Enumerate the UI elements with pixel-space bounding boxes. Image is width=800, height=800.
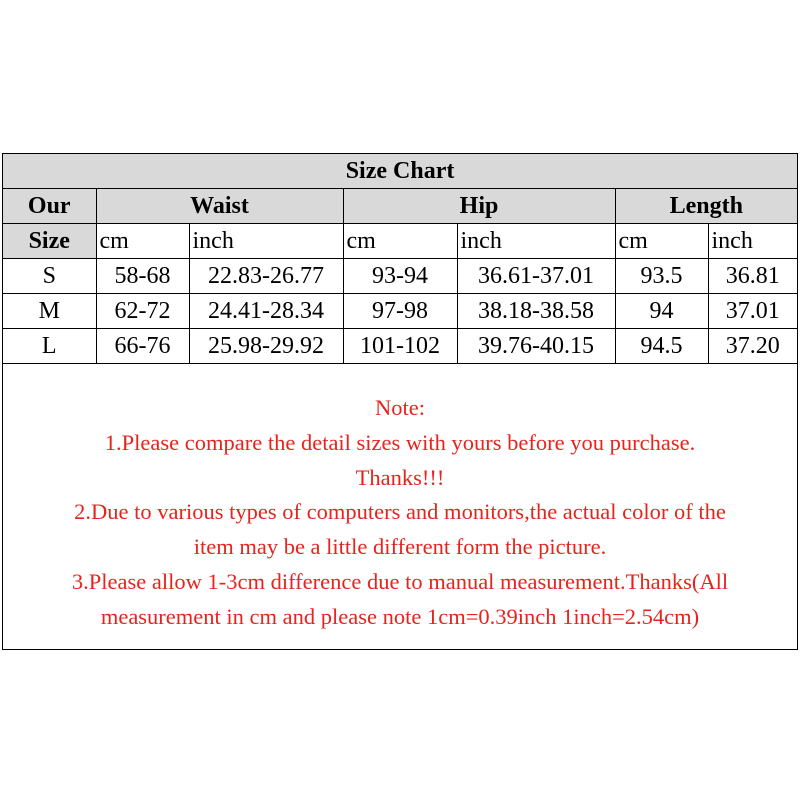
title-row — [3, 154, 797, 189]
waist-inch-cell: 24.41-28.34 — [189, 294, 343, 329]
waist-cm-cell: 58-68 — [96, 259, 189, 294]
waist-header: Waist — [96, 189, 343, 224]
note-line: Thanks!!! — [355, 464, 445, 490]
hip-inch-unit: inch — [457, 224, 615, 259]
table-row — [3, 259, 797, 294]
note-line: 2.Due to various types of computers and monitors,the actual color of the — [74, 499, 726, 525]
size-cell: S — [3, 259, 96, 294]
hip-cm-cell: 101-102 — [343, 329, 457, 364]
waist-cm-unit: cm — [96, 224, 189, 259]
length-cm-cell: 93.5 — [615, 259, 708, 294]
size-header-bottom: Size — [3, 224, 96, 259]
note-line: item may be a little different form the picture. — [193, 534, 607, 560]
length-cm-cell: 94.5 — [615, 329, 708, 364]
notes-block — [3, 391, 797, 635]
size-chart — [2, 153, 798, 650]
hip-inch-cell: 36.61-37.01 — [457, 259, 615, 294]
hip-cm-unit: cm — [343, 224, 457, 259]
waist-cm-cell: 62-72 — [96, 294, 189, 329]
header-row — [3, 189, 797, 224]
length-header: Length — [615, 189, 797, 224]
hip-cm-cell: 97-98 — [343, 294, 457, 329]
hip-inch-cell: 39.76-40.15 — [457, 329, 615, 364]
hip-inch-cell: 38.18-38.58 — [457, 294, 615, 329]
waist-inch-cell: 25.98-29.92 — [189, 329, 343, 364]
table-row — [3, 294, 797, 329]
size-cell: M — [3, 294, 96, 329]
unit-row — [3, 224, 797, 259]
size-table — [3, 154, 797, 364]
note-heading: Note: — [375, 395, 425, 420]
size-header-top: Our — [3, 189, 96, 224]
note-line: 1.Please compare the detail sizes with yours before you purchase. — [104, 429, 696, 455]
length-inch-cell: 36.81 — [708, 259, 797, 294]
note-line: 3.Please allow 1-3cm difference due to manual measurement.Thanks(All — [71, 568, 729, 594]
length-inch-unit: inch — [708, 224, 797, 259]
length-inch-cell: 37.01 — [708, 294, 797, 329]
note-line: measurement in cm and please note 1cm=0.39inch 1inch=2.54cm) — [100, 603, 700, 629]
size-cell: L — [3, 329, 96, 364]
hip-cm-cell: 93-94 — [343, 259, 457, 294]
table-row — [3, 329, 797, 364]
length-cm-unit: cm — [615, 224, 708, 259]
chart-title: Size Chart — [3, 154, 797, 189]
hip-header: Hip — [343, 189, 615, 224]
length-inch-cell: 37.20 — [708, 329, 797, 364]
waist-inch-unit: inch — [189, 224, 343, 259]
length-cm-cell: 94 — [615, 294, 708, 329]
waist-inch-cell: 22.83-26.77 — [189, 259, 343, 294]
waist-cm-cell: 66-76 — [96, 329, 189, 364]
